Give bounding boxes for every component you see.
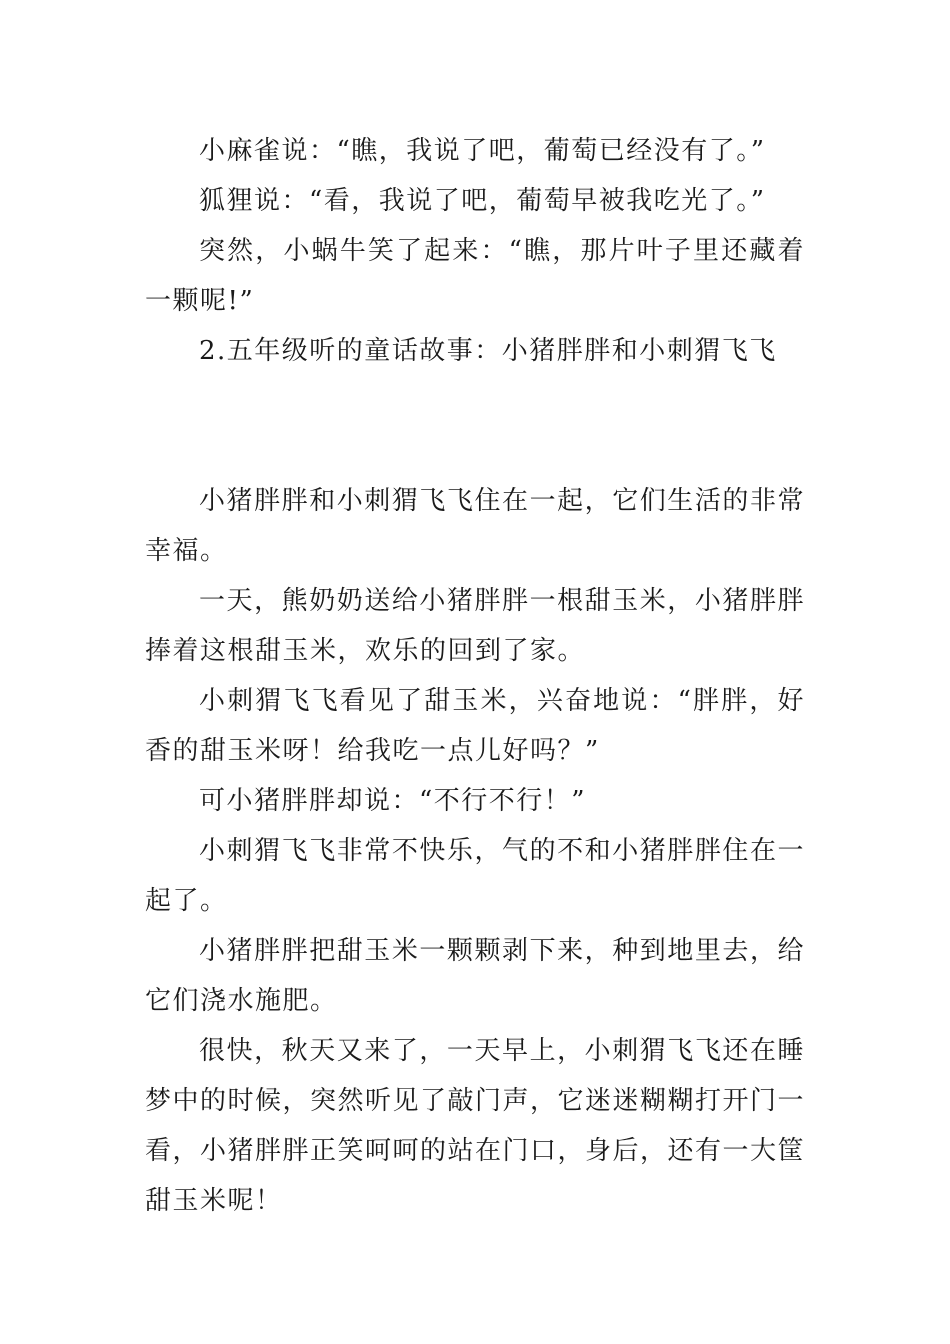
blank-space [145,376,805,476]
story-paragraph: 很快，秋天又来了，一天早上，小刺猬飞飞还在睡梦中的时候，突然听见了敲门声，它迷迷糊糊打开门一看，小猪胖胖正笑呵呵的站在门口，身后，还有一大筐甜玉米呢！ [145,1036,806,1216]
story-paragraph: 狐狸说：“看，我说了吧，葡萄早被我吃光了。” [199,186,766,216]
story-paragraph: 小刺猬飞飞非常不快乐，气的不和小猪胖胖住在一起了。 [145,836,805,916]
section-heading: 2.五年级听的童话故事：小猪胖胖和小刺猬飞飞 [199,336,777,366]
story-paragraph: 小刺猬飞飞看见了甜玉米，兴奋地说：“胖胖，好香的甜玉米呀！给我吃一点儿好吗？” [145,686,805,766]
story-paragraph: 突然，小蜗牛笑了起来：“瞧，那片叶子里还藏着一颗呢!” [145,236,805,316]
story-paragraph: 小猪胖胖和小刺猬飞飞住在一起，它们生活的非常幸福。 [145,486,805,566]
story-paragraph: 可小猪胖胖却说：“不行不行！” [199,786,587,816]
story-paragraph: 小麻雀说：“瞧，我说了吧，葡萄已经没有了。” [199,136,766,166]
story-paragraph: 一天，熊奶奶送给小猪胖胖一根甜玉米，小猪胖胖捧着这根甜玉米，欢乐的回到了家。 [145,586,805,666]
story-paragraph: 小猪胖胖把甜玉米一颗颗剥下来，种到地里去，给它们浇水施肥。 [145,936,805,1016]
document-body [145,126,805,1226]
